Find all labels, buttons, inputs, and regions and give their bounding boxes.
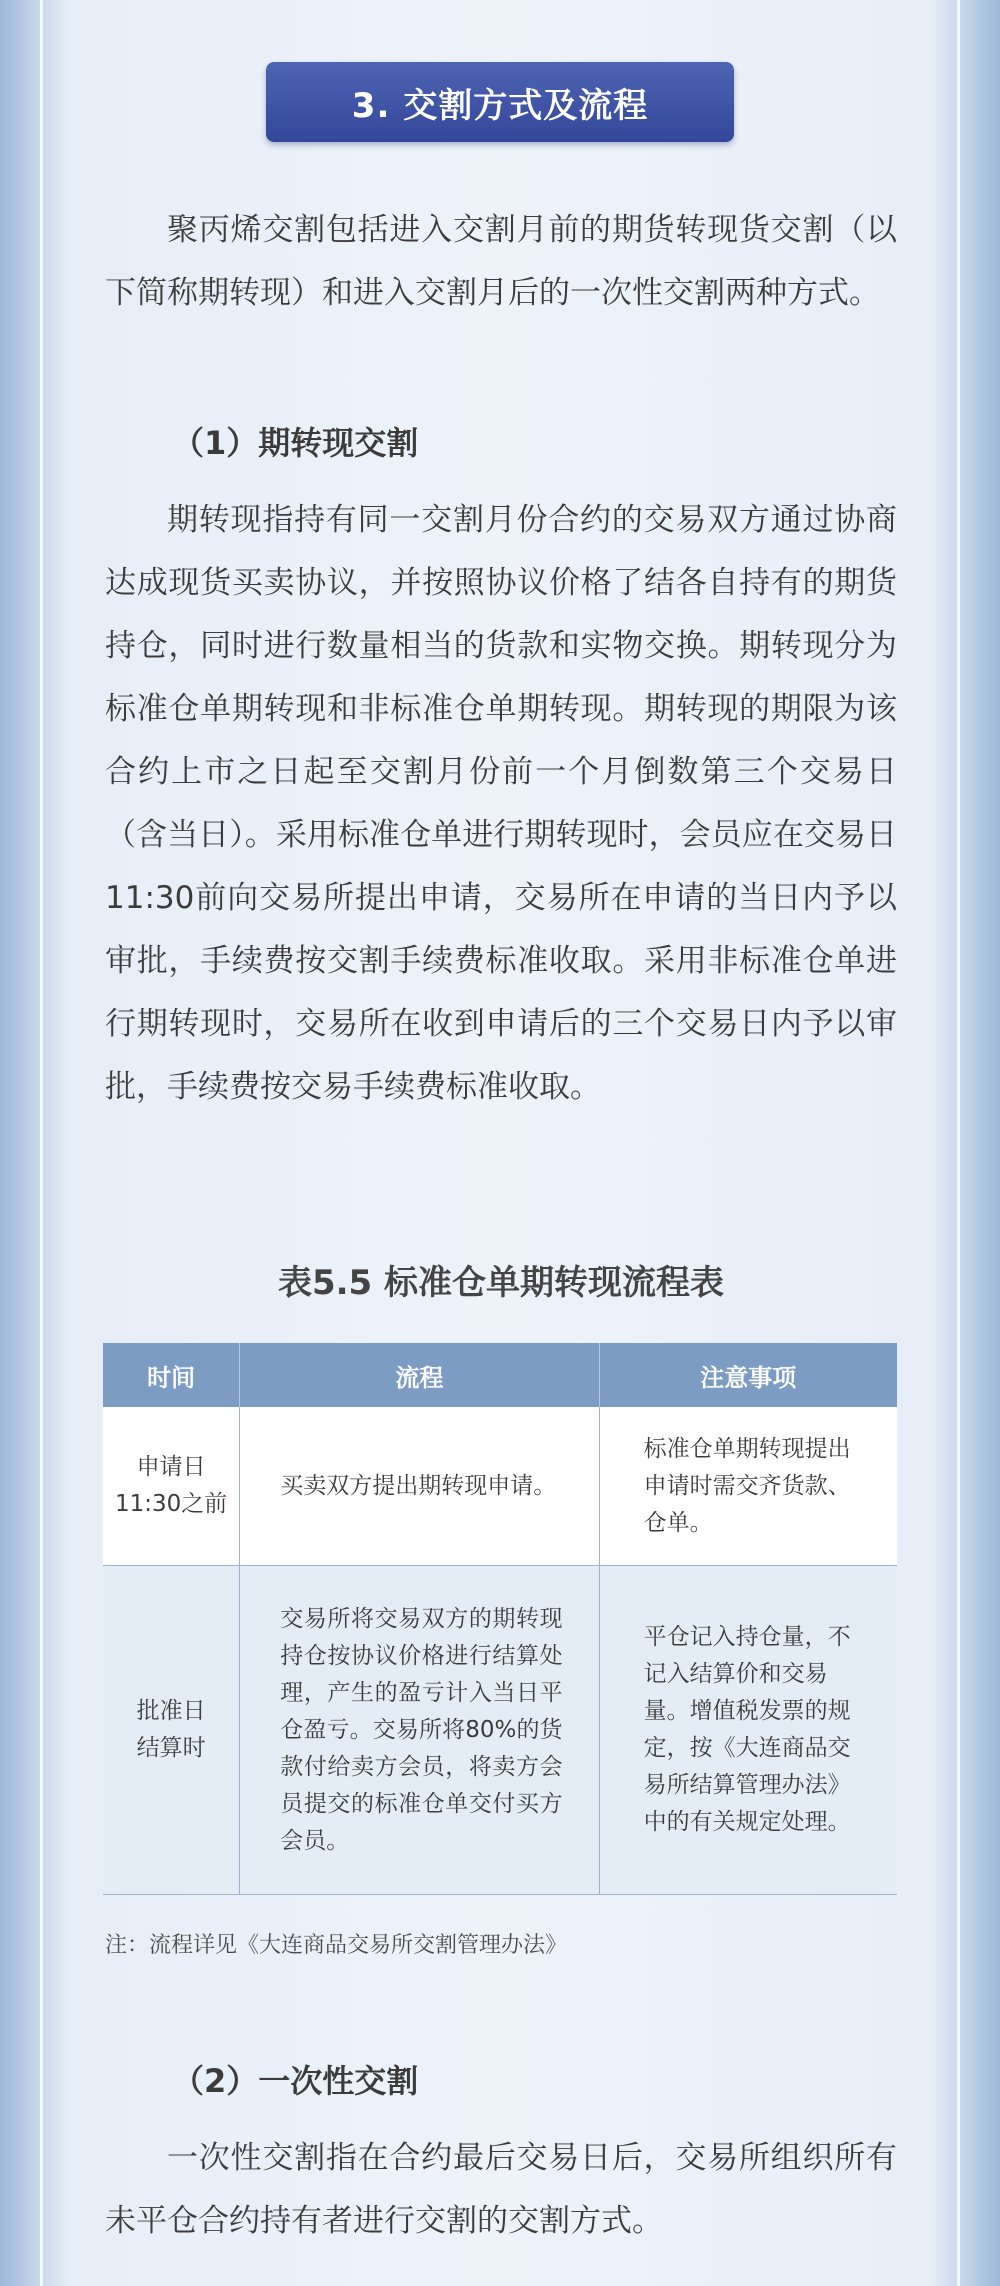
section-title: 3. 交割方式及流程: [266, 62, 734, 142]
table-row: [103, 1407, 897, 1566]
header-process: 流程: [240, 1343, 599, 1407]
cell-process: 买卖双方提出期转现申请。: [240, 1407, 599, 1566]
header-notes: 注意事项: [599, 1343, 897, 1407]
left-border-line: [40, 0, 43, 2286]
one-time-paragraph: 一次性交割指在合约最后交易日后，交易所组织所有未平仓合约持有者进行交割的交割方式。: [105, 2140, 897, 2239]
table-row: [103, 1566, 897, 1895]
one-time-heading: （2）一次性交割: [172, 2062, 419, 2100]
cell-time-line: 批准日: [136, 1698, 206, 1724]
cell-time: [103, 1566, 240, 1895]
cell-time-line: 申请日: [136, 1454, 206, 1480]
efp-flow-table: [103, 1343, 897, 1895]
cell-time-line: 11:30之前: [115, 1491, 228, 1517]
intro-paragraph: 聚丙烯交割包括进入交割月前的期货转现货交割（以下简称期转现）和进入交割月后的一次性交割两种方式。: [105, 212, 897, 311]
cell-notes: 标准仓单期转现提出申请时需交齐货款、仓单。: [599, 1407, 897, 1566]
right-border-line: [957, 0, 960, 2286]
table-note: 注：流程详见《大连商品交易所交割管理办法》: [105, 1933, 568, 1958]
cell-time-line: 结算时: [136, 1735, 206, 1761]
header-time: 时间: [103, 1343, 240, 1407]
cell-process: 交易所将交易双方的期转现持仓按协议价格进行结算处理，产生的盈亏计入当日平仓盈亏。交易所将80%的货款付给卖方会员，将卖方会员提交的标准仓单交付买方会员。: [240, 1566, 599, 1895]
efp-paragraph: 期转现指持有同一交割月份合约的交易双方通过协商达成现货买卖协议，并按照协议价格了结各自持有的期货持仓，同时进行数量相当的货款和实物交换。期转现分为标准仓单期转现和非标准仓单期转现。期转现的期限为该合约上市之日起至交割月份前一个月倒数第三个交易日（含当日）。采用标准仓单进行期转现时，会员应在交易日11:30前向交易所提出申请，交易所在申请的当日内予以审批，手续费按交割手续费标准收取。采用非标准仓单进行期转现时，交易所在收到申请后的三个交易日内予以审批，手续费按交易手续费标准收取。: [105, 502, 897, 1105]
table-header-row: [103, 1343, 897, 1407]
efp-heading: （1）期转现交割: [172, 424, 419, 462]
cell-time: [103, 1407, 240, 1566]
table-caption: 表5.5 标准仓单期转现流程表: [277, 1263, 725, 1303]
cell-notes: 平仓记入持仓量，不记入结算价和交易量。增值税发票的规定，按《大连商品交易所结算管理办法》中的有关规定处理。: [599, 1566, 897, 1895]
